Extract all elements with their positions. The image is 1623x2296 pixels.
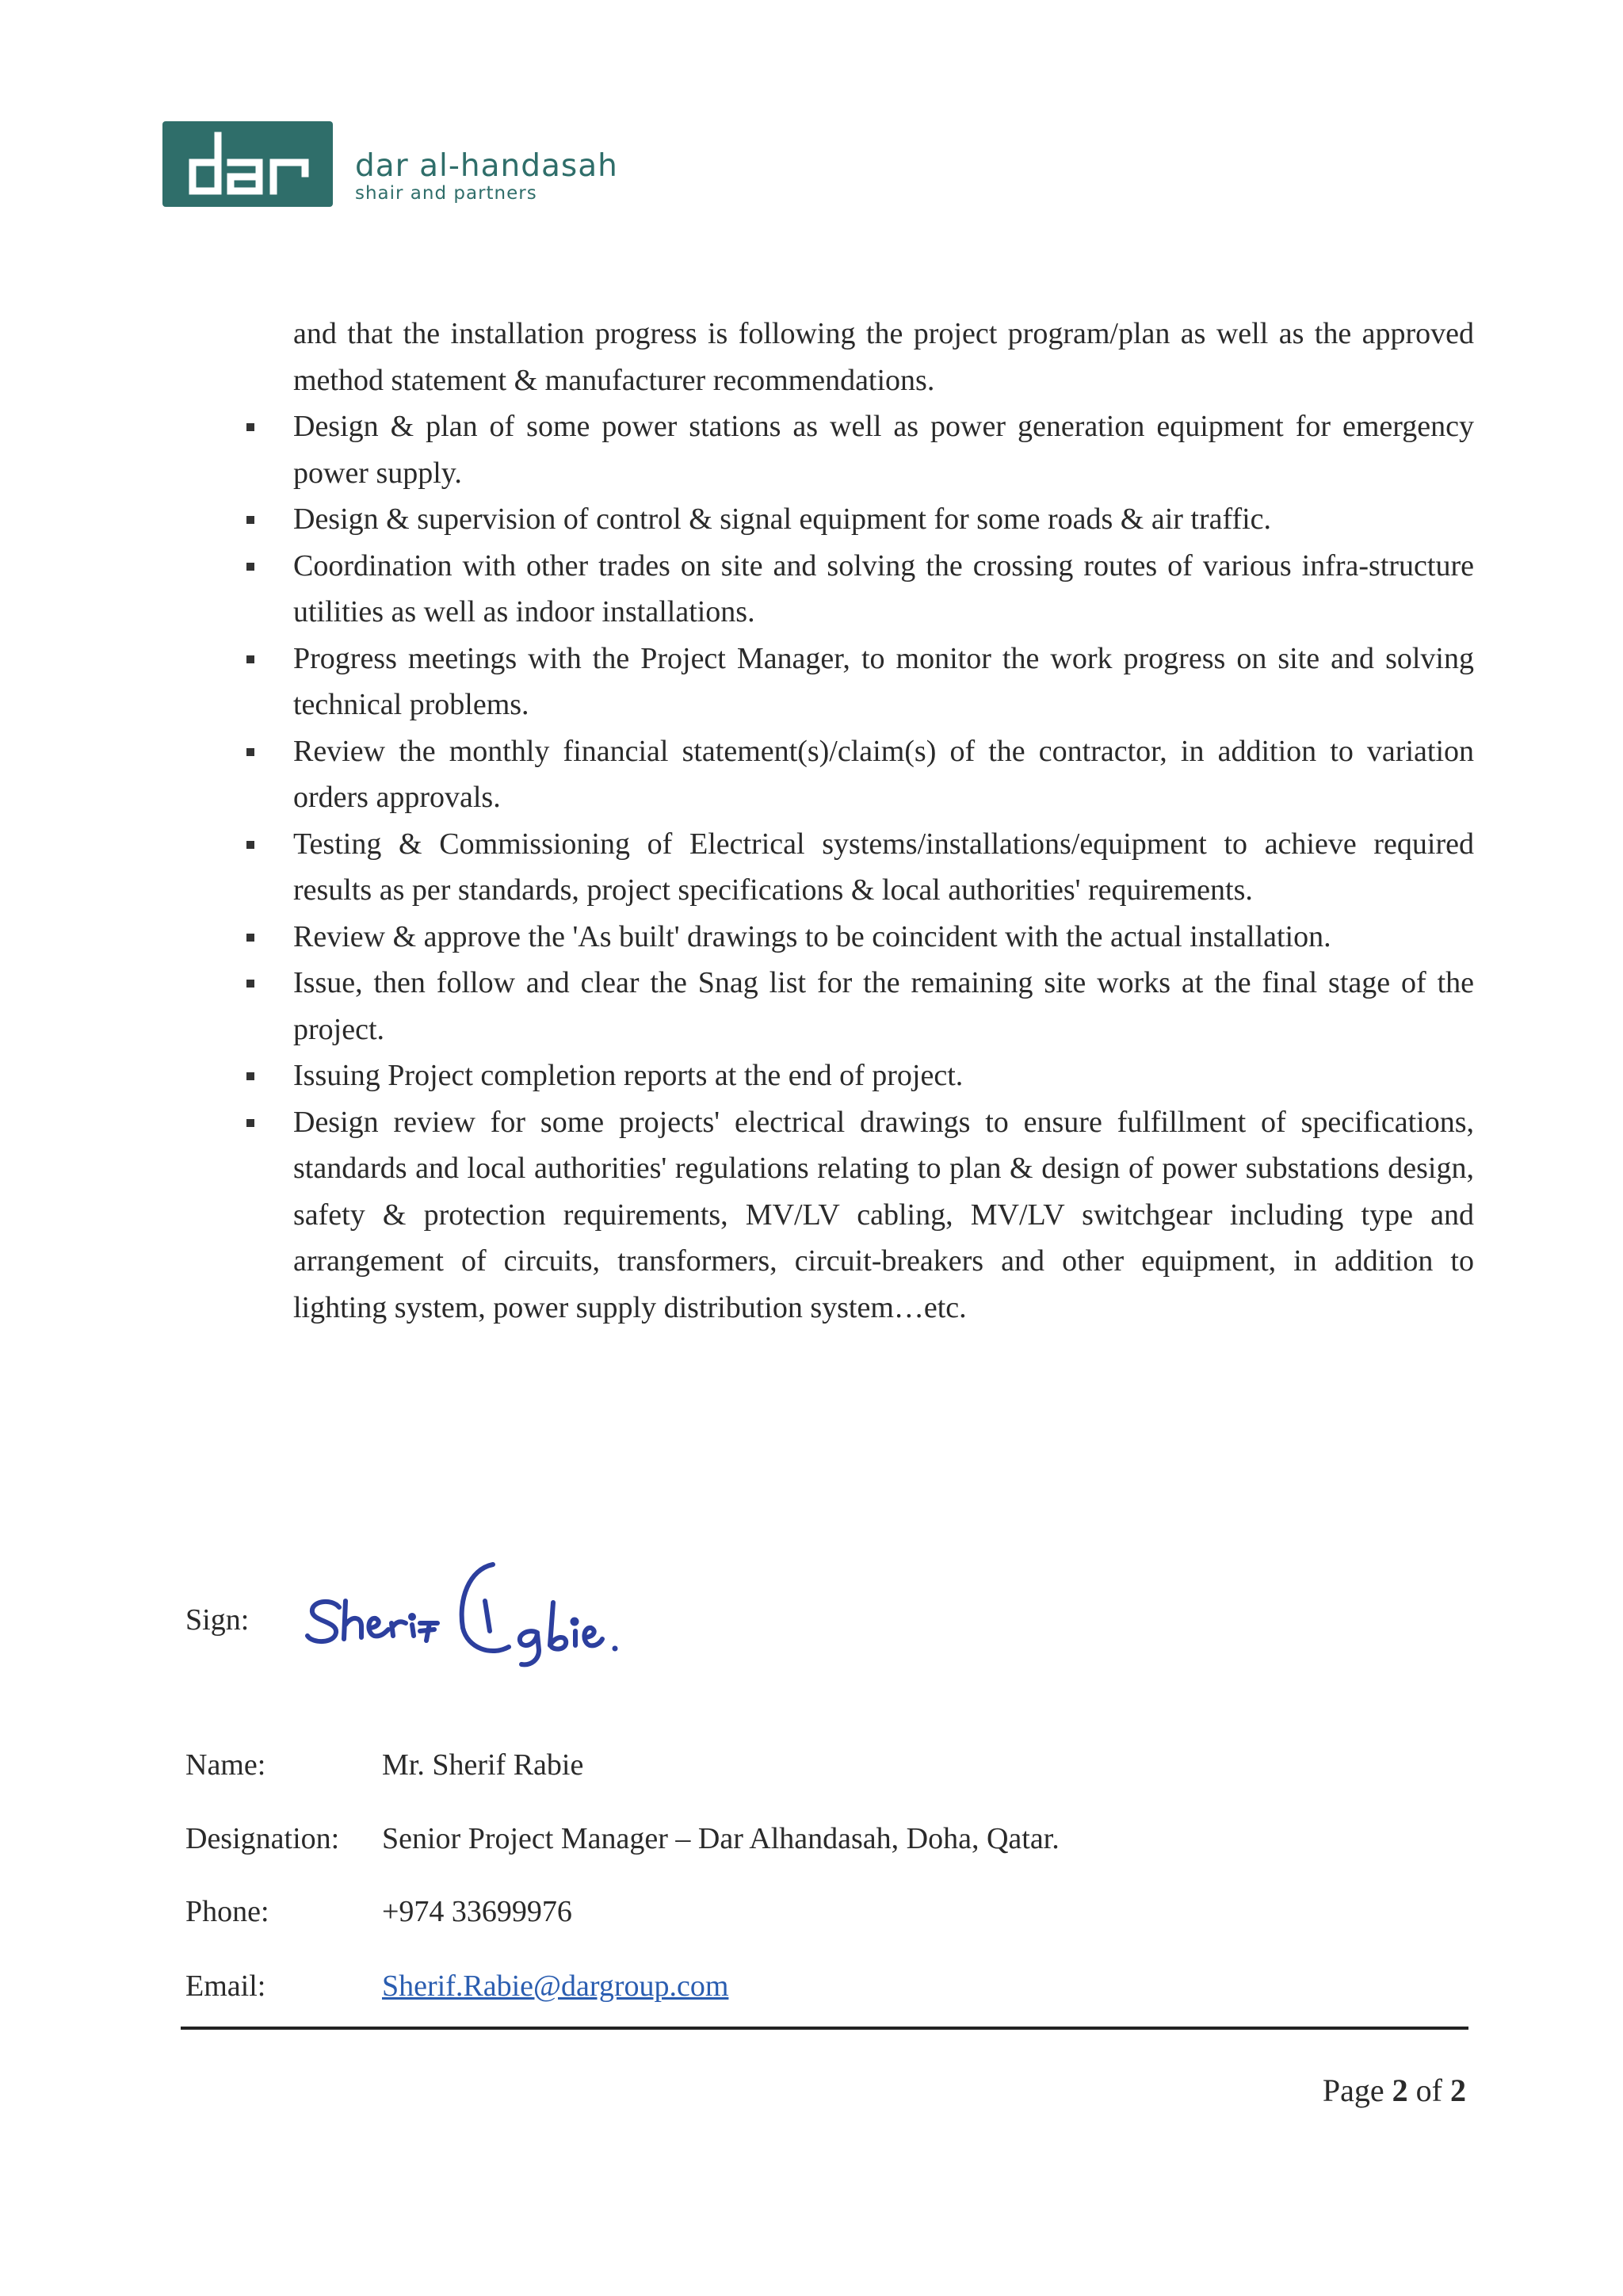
page-total: 2 bbox=[1450, 2073, 1466, 2108]
list-item: Review & approve the 'As built' drawings to be coincident with the actual installation. bbox=[238, 914, 1474, 961]
duties-list bbox=[238, 403, 1474, 1331]
email-label: Email: bbox=[185, 1969, 266, 2003]
list-item: Issuing Project completion reports at the end of project. bbox=[238, 1052, 1474, 1099]
list-item: Progress meetings with the Project Manager, to monitor the work progress on site and solving technical problems. bbox=[238, 636, 1474, 728]
handwritten-signature bbox=[301, 1545, 713, 1680]
list-item: Coordination with other trades on site and solving the crossing routes of various infra-structure utilities as well as indoor installations. bbox=[238, 543, 1474, 636]
page-current: 2 bbox=[1392, 2073, 1408, 2108]
sign-label: Sign: bbox=[185, 1603, 250, 1637]
footer-divider bbox=[181, 2027, 1468, 2030]
page-number bbox=[1323, 2072, 1466, 2109]
page-prefix: Page bbox=[1322, 2073, 1384, 2108]
designation-value: Senior Project Manager – Dar Alhandasah, Doha, Qatar. bbox=[382, 1822, 1060, 1855]
email-link[interactable]: Sherif.Rabie@dargroup.com bbox=[382, 1969, 729, 2003]
dar-logo-mark-icon bbox=[162, 121, 333, 207]
name-label: Name: bbox=[185, 1748, 266, 1782]
phone-value: +974 33699976 bbox=[382, 1895, 572, 1928]
list-item: Design & supervision of control & signal equipment for some roads & air traffic. bbox=[238, 496, 1474, 543]
designation-label: Designation: bbox=[185, 1822, 340, 1855]
list-item: Review the monthly financial statement(s)/claim(s) of the contractor, in addition to variation orders approvals. bbox=[238, 728, 1474, 821]
continuation-paragraph: and that the installation progress is following the project program/plan as well as the approved method statement & manufacturer recommendations. bbox=[293, 317, 1474, 397]
company-logo bbox=[162, 121, 618, 208]
page-of: of bbox=[1415, 2073, 1442, 2108]
list-item: Design & plan of some power stations as well as power generation equipment for emergency power supply. bbox=[238, 403, 1474, 496]
list-item: Issue, then follow and clear the Snag list for the remaining site works at the final stage of the project. bbox=[238, 960, 1474, 1052]
list-item: Design review for some projects' electrical drawings to ensure fulfillment of specifications, standards and local authorities' regulations relating to plan & design of power substations design, safety & protection requirements, MV/LV cabling, MV/LV switchgear including type and arrangement of circuits, transformers, circuit-breakers and other equipment, in addition to lighting system, power supply distribution system…etc. bbox=[238, 1099, 1474, 1331]
experience-body bbox=[238, 311, 1474, 1331]
name-value: Mr. Sherif Rabie bbox=[382, 1748, 584, 1782]
company-name: dar al-handasah bbox=[355, 148, 618, 184]
company-subtitle: shair and partners bbox=[355, 183, 537, 204]
list-item: Testing & Commissioning of Electrical systems/installations/equipment to achieve required results as per standards, project specifications & local authorities' requirements. bbox=[238, 821, 1474, 914]
phone-label: Phone: bbox=[185, 1895, 269, 1928]
